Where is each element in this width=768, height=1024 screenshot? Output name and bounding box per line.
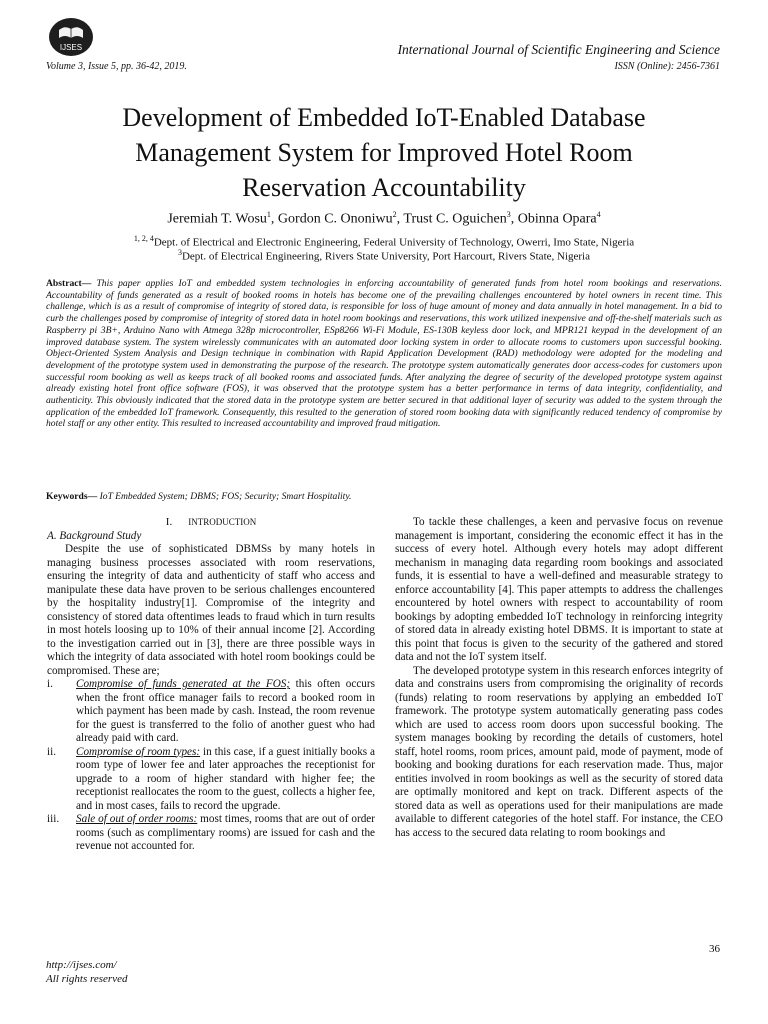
footer-rights: All rights reserved xyxy=(46,973,128,985)
author-name: Trust C. Oguichen xyxy=(403,211,507,227)
abstract xyxy=(46,278,722,430)
author-sup: 2 xyxy=(392,210,397,219)
list-lead: Compromise of room types: xyxy=(76,745,201,758)
affiliation-sup: 1, 2, 4 xyxy=(133,234,154,243)
paper-title xyxy=(40,100,728,205)
right-column xyxy=(395,516,723,840)
footer xyxy=(46,958,127,986)
svg-text:IJSES: IJSES xyxy=(59,43,83,52)
affiliation-sup: 3 xyxy=(177,248,182,257)
list-text: most times, rooms that are out of order rooms (such as complimentary rooms) are issued for cash and the revenue not accounted for. xyxy=(76,813,375,852)
author-sup: 4 xyxy=(596,210,601,219)
author-name: Obinna Opara xyxy=(517,211,597,227)
author-sup: 3 xyxy=(506,210,511,219)
paragraph: To tackle these challenges, a keen and pervasive focus on revenue management is important, considering the economic effect it has in the success of every hotel. Although every hotels may adopt different mechanism in managing data regarding room bookings and associated funds, it is essential to have a well-defined and measurable strategy to enforce accountability [4]. This paper attempts to address the challenges encountered by hotel owners with respect to accountability of room bookings by adopting embedded IoT technology in reinforcing integrity of stored data in already existing hotel DBMS. It is important to state at this point that focus is given to the security of the gathered and stored data and not the IoT system itself. xyxy=(395,516,723,663)
list-item xyxy=(47,678,375,746)
left-column xyxy=(47,516,375,854)
keywords-label: Keywords— xyxy=(46,491,98,502)
title-line: Management System for Improved Hotel Room xyxy=(135,138,633,167)
section-title: INTRODUCTION xyxy=(188,517,257,527)
footer-url[interactable]: http://ijses.com/ xyxy=(46,959,117,971)
keywords xyxy=(46,491,351,502)
paragraph: The developed prototype system in this research enforces integrity of data and constrains users from compromising the originality of records (funds) relating to room reservations by applying an embedded IoT framework. The prototype system automatically generating pass codes which are used to access room doors upon successful booking. The system manages booking by recording the details of customers, hotel staff, hotel rooms, room prices, amount paid, mode of payment, mode of booking and booking durations for each reservation made. Thus, major entities involved in room bookings as well as the security of stored data are optimally monitored and kept on track. Different aspects of the stored data as well as operations used for their manipulations are made available to different categories of the hotel staff. For instance, the CEO has access to the secured data relating to room bookings and xyxy=(395,664,723,839)
subsection-heading: A. Background Study xyxy=(47,529,142,542)
section-heading xyxy=(47,516,375,530)
abstract-text: This paper applies IoT and embedded system technologies in enforcing accountability of generated funds from hotel room bookings and reservations. Accountability of funds generated as a result of booked rooms in hotels has become one of the prevailing challenges encountered by hotel owners in recent time. This challenge, which is as a result of compromise of integrity of stored data, is responsible for loss of huge amount of money and data annually in hotel management. In a bid to curb the challenges posed by compromise of integrity of stored data in hotel room bookings and reservations, this work utilized inexpensive and off-the-shelf materials such as Raspberry pi 3B+, Arduino Nano with Atmega 328p microcontroller, ESp8266 Wi-Fi Module, ES-130B keyless door lock, and MPR121 keypad in the development of an improved database system. The system wirelessly communicates with an automated door locking system in order to allocate rooms to customers upon successful booking. Object-Oriented System Analysis and Design technique in combination with Rapid Application Development (RAD) methodology were adopted for the modeling and development of the prototype system used in demonstrating the purpose of the research. The prototype system automatically generates door access-codes for customers upon successful room booking as well as keeps track of all booked rooms and associated funds. After analyzing the degree of security of the developed prototype system against already existing hotel front office software (FOS), it was observed that the prototype system has a better performance in terms of data integrity, confidentiality, and authenticity. This obviously indicated that the stored data in the prototype system are better secured in that additional layer of security was added to the system through the application of the embedded IoT framework. Consequently, this resulted to the generation of stored room booking data with significantly reduced tendency of compromise by hotel staff or any other entity. This resulted to increased accountability and improved fraud mitigation. xyxy=(46,278,722,430)
volume-info: Volume 3, Issue 5, pp. 36-42, 2019. xyxy=(46,61,187,72)
list-lead: Sale of out of order rooms: xyxy=(76,813,198,825)
journal-logo xyxy=(46,14,96,58)
list-number: iii. xyxy=(47,813,60,825)
book-icon xyxy=(46,14,96,58)
author-name: Gordon C. Ononiwu xyxy=(277,211,393,227)
section-number: I. xyxy=(165,516,173,528)
list-text: this often occurs when the front office manager fails to record a booked room in which payment has been made by cash. Instead, the room revenue for the guest is transferred to the folio of another guest who had already paid with card. xyxy=(76,678,375,744)
list-text: in this case, if a guest initially books a room type of lower fee and later approaches the receptionist for upgrade to a room of higher standard with higher fee; the receptionist reallocates the room to the guest, collects a higher fee, and in most cases, fails to record the upgrade. xyxy=(76,745,376,812)
keywords-text: IoT Embedded System; DBMS; FOS; Security; Smart Hospitality. xyxy=(99,491,352,502)
author-sup: 1 xyxy=(266,210,271,219)
journal-name: International Journal of Scientific Engineering and Science xyxy=(397,42,720,57)
author-list: Jeremiah T. Wosu$^1$, Gordon C. Ononiwu$^2$, Trust C. Oguichen$^3$, Obinna Opara$^4$ xyxy=(167,210,601,227)
list-number: i. xyxy=(47,678,53,690)
title-line: Reservation Accountability xyxy=(242,173,526,202)
title-line: Development of Embedded IoT-Enabled Database xyxy=(122,103,646,132)
list-item xyxy=(47,813,375,854)
list-number: ii. xyxy=(47,745,57,758)
paragraph: Despite the use of sophisticated DBMSs by many hotels in managing business processes associated with room reservations, ensuring the integrity of data and authenticity of staff who access and manipulate these data have proven to be serious challenges encountered by the hospitality industry[1]. Compromise of the integrity and consistency of stored data oftentimes leads to fraud which in turn results in most hotels loosing up to 10% of their annual income [2]. According to the investigation carried out in [3], there are three possible ways in which the integrity of data associated with hotel room bookings could be compromised. These are; xyxy=(47,543,375,677)
affiliation-text: Dept. of Electrical and Electronic Engineering, Federal University of Technology, Owerri, Imo State, Nigeria xyxy=(153,236,635,249)
list-lead: Compromise of funds generated at the FOS; xyxy=(76,678,291,690)
abstract-label: Abstract— xyxy=(46,278,92,289)
issn: ISSN (Online): 2456-7361 xyxy=(614,61,720,72)
list-item xyxy=(47,746,375,814)
affiliation xyxy=(40,234,728,249)
author-name: Jeremiah T. Wosu xyxy=(167,211,267,227)
affiliation xyxy=(40,248,728,263)
affiliation-text: Dept. of Electrical Engineering, Rivers State University, Port Harcourt, Rivers State, Nigeria xyxy=(181,250,590,263)
page-number: 36 xyxy=(709,943,720,955)
